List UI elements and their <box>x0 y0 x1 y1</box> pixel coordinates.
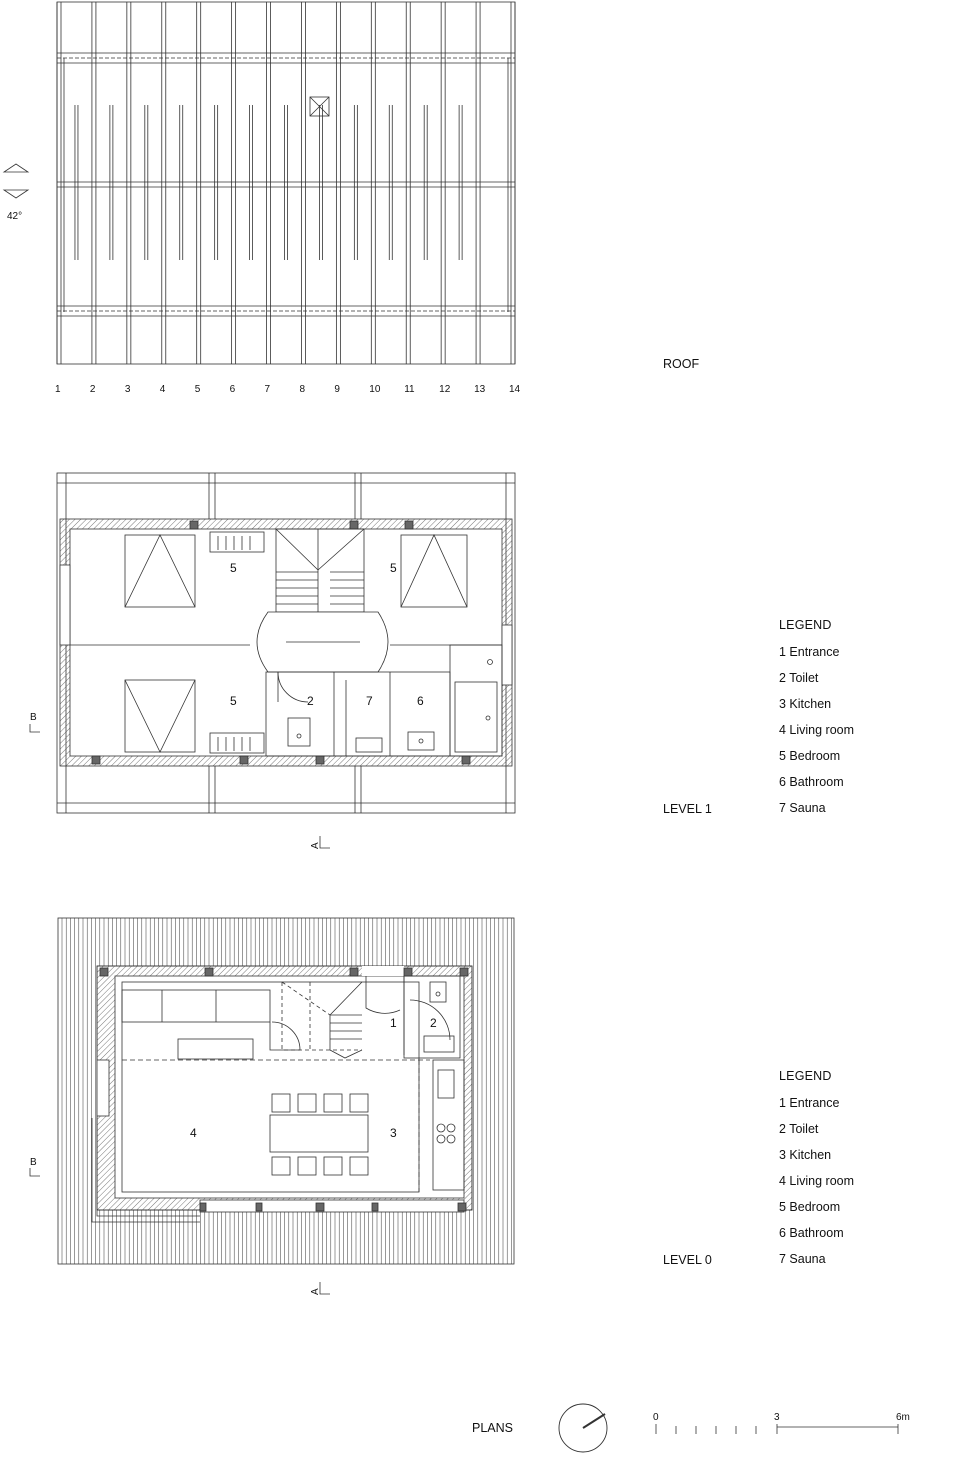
legend-item: 5 Bedroom <box>779 749 841 763</box>
axis-label: 2 <box>89 384 96 395</box>
legend-item: 7 Sauna <box>779 801 826 815</box>
roof-slope-label: 42° <box>7 211 23 222</box>
axis-label: 13 <box>474 384 486 395</box>
legend-item: 1 Entrance <box>779 1096 840 1110</box>
scale-label: 6m <box>896 1412 910 1423</box>
legend-title: LEGEND <box>779 1069 832 1083</box>
legend-item: 2 Toilet <box>779 1122 819 1136</box>
roof-plan <box>57 2 515 364</box>
room-label: 5 <box>390 561 397 575</box>
legend-item: 4 Living room <box>779 1174 855 1188</box>
room-label: 2 <box>430 1016 437 1030</box>
level1-plan <box>57 473 515 813</box>
north-arrow <box>559 1404 607 1452</box>
axis-label: 12 <box>439 384 451 395</box>
legend-item: 3 Kitchen <box>779 1148 832 1162</box>
roof-axis-labels <box>55 384 521 395</box>
axis-label: 11 <box>404 384 415 395</box>
legend-title: LEGEND <box>779 618 832 632</box>
slope-indicator <box>4 164 28 198</box>
axis-label: 4 <box>159 384 166 395</box>
axis-label: 6 <box>229 384 236 395</box>
scale-label: 0 <box>653 1412 659 1423</box>
legend-item: 7 Sauna <box>779 1252 826 1266</box>
room-label: 7 <box>366 694 373 708</box>
room-label: 5 <box>230 694 237 708</box>
axis-label: 1 <box>55 384 61 395</box>
roof-title: ROOF <box>663 357 700 371</box>
level0-plan <box>58 918 514 1264</box>
axis-label: 7 <box>264 384 271 395</box>
room-label: 5 <box>230 561 237 575</box>
legend-item: 5 Bedroom <box>779 1200 841 1214</box>
level0-title: LEVEL 0 <box>663 1253 712 1267</box>
legend-item: 3 Kitchen <box>779 697 832 711</box>
plans-title: PLANS <box>472 1421 513 1435</box>
section-b-marker: B <box>30 1157 37 1168</box>
legend-item: 6 Bathroom <box>779 775 844 789</box>
axis-label: 10 <box>369 384 381 395</box>
section-b-marker: B <box>30 712 37 723</box>
section-a-marker: A <box>310 842 321 849</box>
room-label: 6 <box>417 694 424 708</box>
legend-item: 2 Toilet <box>779 671 819 685</box>
axis-label: 3 <box>124 384 131 395</box>
axis-label: 9 <box>334 384 340 395</box>
legend-item: 4 Living room <box>779 723 855 737</box>
axis-label: 5 <box>194 384 201 395</box>
axis-label: 14 <box>509 384 521 395</box>
section-a-marker: A <box>310 1288 321 1295</box>
room-label: 2 <box>307 694 314 708</box>
scale-bar <box>656 1424 898 1434</box>
room-label: 1 <box>390 1016 397 1030</box>
scale-label: 3 <box>774 1412 780 1423</box>
legend-item: 6 Bathroom <box>779 1226 844 1240</box>
level1-title: LEVEL 1 <box>663 802 712 816</box>
legend-item: 1 Entrance <box>779 645 840 659</box>
room-label: 3 <box>390 1126 397 1140</box>
room-label: 4 <box>190 1126 197 1140</box>
axis-label: 8 <box>299 384 306 395</box>
